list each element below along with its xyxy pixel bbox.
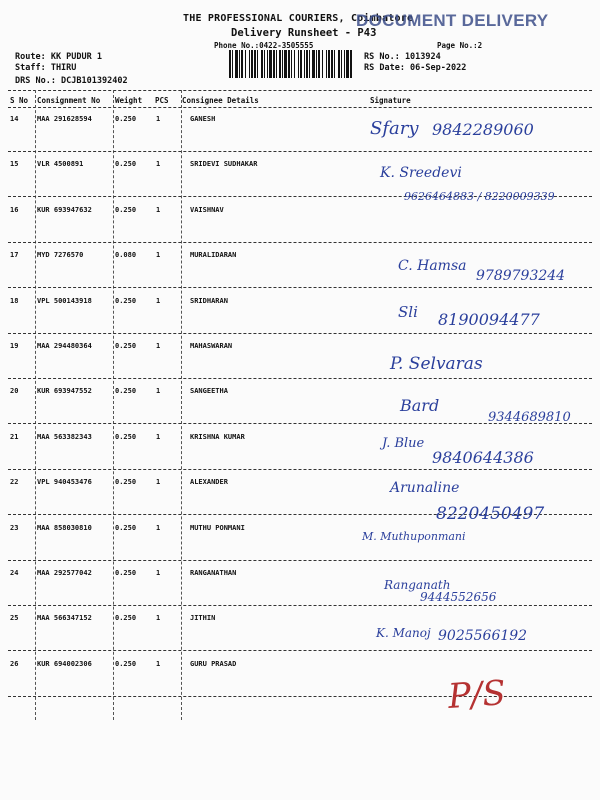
row-consignee-name: SRIDHARAN bbox=[190, 296, 228, 305]
barcode-bar bbox=[326, 50, 327, 78]
barcode-bar bbox=[294, 50, 295, 78]
row-consignee-name: SRIDEVI SUDHAKAR bbox=[190, 160, 258, 169]
runsheet-title: Delivery Runsheet - P43 bbox=[231, 27, 377, 39]
barcode-bar bbox=[282, 50, 283, 78]
table-row bbox=[0, 342, 600, 386]
row-consignee-name: JITHIN bbox=[190, 614, 216, 623]
barcode-bar bbox=[264, 50, 265, 78]
signature-handwriting: K. Manoj bbox=[376, 626, 431, 640]
row-sno: 16 bbox=[10, 205, 19, 214]
barcode-bar bbox=[239, 50, 240, 78]
col-weight: Weight bbox=[115, 96, 143, 105]
row-divider bbox=[8, 560, 592, 561]
barcode-bar bbox=[284, 50, 287, 78]
table-row bbox=[0, 660, 600, 704]
row-consignment-number: KUR 693947632 bbox=[37, 205, 92, 214]
col-consignment: Consignment No bbox=[37, 96, 101, 105]
row-consignee-name: GURU PRASAD bbox=[190, 659, 237, 668]
signature-handwriting: J. Blue bbox=[382, 436, 425, 451]
row-consignment-number: VPL 940453476 bbox=[37, 478, 92, 487]
barcode-bar bbox=[346, 50, 349, 78]
row-consignee-name: MURALIDARAN bbox=[190, 251, 237, 260]
table-row bbox=[0, 524, 600, 568]
phone-number: Phone No.:0422-3505555 bbox=[214, 41, 314, 50]
row-pcs: 1 bbox=[156, 296, 161, 305]
barcode-bar bbox=[273, 50, 275, 78]
row-consignment-number: KUR 693947552 bbox=[37, 387, 92, 396]
document-delivery-stamp: DOCUMENT DELIVERY bbox=[356, 11, 549, 30]
row-consignment-number: VLR 4500891 bbox=[37, 160, 84, 169]
row-consignee-name: KRISHNA KUMAR bbox=[190, 432, 245, 441]
row-divider bbox=[8, 242, 592, 243]
table-row bbox=[0, 206, 600, 250]
row-pcs: 1 bbox=[156, 251, 161, 260]
row-consignee-name: MUTHU PONMANI bbox=[190, 523, 245, 532]
row-pcs: 1 bbox=[156, 614, 161, 623]
row-consignee-name: VAISHNAV bbox=[190, 205, 224, 214]
signature-handwriting: Arunaline bbox=[390, 480, 460, 496]
barcode-bar bbox=[288, 50, 290, 78]
barcode-bar bbox=[316, 50, 317, 78]
row-divider bbox=[8, 333, 592, 334]
row-pcs: 1 bbox=[156, 387, 161, 396]
barcode-bar bbox=[276, 50, 277, 78]
barcode-bar bbox=[350, 50, 352, 78]
row-consignee-name: MAHASWARAN bbox=[190, 342, 233, 350]
barcode-bar bbox=[309, 50, 310, 78]
signature-handwriting: P. Selvaras bbox=[390, 354, 483, 374]
row-consignee-name: GANESH bbox=[190, 115, 216, 123]
row-pcs: 1 bbox=[156, 523, 161, 532]
signature-handwriting: Sli bbox=[398, 303, 418, 321]
signature-handwriting: Sfary bbox=[370, 118, 419, 139]
table-row bbox=[0, 569, 600, 613]
row-sno: 26 bbox=[10, 659, 19, 668]
row-sno: 19 bbox=[10, 342, 19, 350]
signature-phone-number: 9840644386 bbox=[432, 448, 534, 467]
row-sno: 21 bbox=[10, 432, 19, 441]
row-weight: 0.250 bbox=[115, 432, 137, 441]
barcode-bar bbox=[338, 50, 340, 78]
row-consignment-number: MAA 294480364 bbox=[37, 342, 92, 350]
company-title: THE PROFESSIONAL COURIERS, Coimbatore bbox=[183, 13, 414, 24]
row-consignee-name: ALEXANDER bbox=[190, 478, 228, 487]
col-sno: S No bbox=[10, 96, 29, 105]
page-number: Page No.:2 bbox=[437, 41, 483, 50]
row-divider bbox=[8, 378, 592, 379]
barcode-bar bbox=[341, 50, 342, 78]
col-consignee: Consignee Details bbox=[182, 96, 259, 105]
route-label: Route: KK PUDUR 1 bbox=[15, 52, 102, 62]
row-weight: 0.250 bbox=[115, 523, 137, 532]
row-weight: 0.250 bbox=[115, 478, 137, 487]
row-sno: 17 bbox=[10, 251, 19, 260]
barcode-bar bbox=[232, 50, 233, 78]
row-weight: 0.250 bbox=[115, 296, 137, 305]
row-consignment-number: MAA 291628594 bbox=[37, 115, 92, 123]
barcode bbox=[229, 50, 353, 78]
signature-handwriting: Ranganath bbox=[384, 578, 451, 592]
signature-phone-number: 9025566192 bbox=[438, 628, 528, 644]
row-consignment-number: VPL 500143918 bbox=[37, 296, 92, 305]
row-weight: 0.080 bbox=[115, 251, 137, 260]
row-consignment-number: MAA 292577042 bbox=[37, 569, 92, 577]
row-weight: 0.250 bbox=[115, 205, 137, 214]
barcode-bar bbox=[249, 50, 250, 78]
row-sno: 22 bbox=[10, 478, 19, 487]
row-weight: 0.250 bbox=[115, 659, 137, 668]
barcode-bar bbox=[251, 50, 253, 78]
row-consignment-number: MAA 566347152 bbox=[37, 614, 92, 623]
barcode-bar bbox=[279, 50, 281, 78]
row-consignment-number: MAA 858030810 bbox=[37, 523, 92, 532]
rs-date: RS Date: 06-Sep-2022 bbox=[364, 63, 467, 73]
barcode-bar bbox=[245, 50, 246, 78]
row-divider bbox=[8, 469, 592, 470]
row-divider bbox=[8, 650, 592, 651]
barcode-bar bbox=[291, 50, 292, 78]
signature-phone-number: 9444552656 bbox=[420, 590, 497, 604]
row-weight: 0.250 bbox=[115, 342, 137, 350]
barcode-bar bbox=[241, 50, 243, 78]
signature-phone-number: 9789793244 bbox=[476, 268, 566, 284]
drs-number: DRS No.: DCJB101392402 bbox=[15, 76, 128, 86]
row-weight: 0.250 bbox=[115, 387, 137, 396]
signature-handwriting: K. Sreedevi bbox=[380, 165, 462, 181]
rs-number: RS No.: 1013924 bbox=[364, 52, 441, 62]
row-pcs: 1 bbox=[156, 342, 161, 350]
row-divider bbox=[8, 605, 592, 606]
header-rule-top bbox=[8, 90, 592, 91]
signature-phone-number: 9626464883 / 8220009339 bbox=[404, 190, 555, 203]
signature-handwriting: Bard bbox=[400, 396, 440, 415]
row-pcs: 1 bbox=[156, 115, 161, 123]
barcode-bar bbox=[331, 50, 333, 78]
barcode-bar bbox=[318, 50, 320, 78]
barcode-bar bbox=[257, 50, 258, 78]
row-weight: 0.250 bbox=[115, 115, 137, 123]
row-weight: 0.250 bbox=[115, 614, 137, 623]
row-divider bbox=[8, 287, 592, 288]
barcode-bar bbox=[304, 50, 305, 78]
barcode-bar bbox=[229, 50, 231, 78]
barcode-bar bbox=[322, 50, 323, 78]
barcode-bar bbox=[306, 50, 308, 78]
barcode-bar bbox=[312, 50, 315, 78]
signature-phone-number: 8190094477 bbox=[438, 310, 540, 329]
row-sno: 18 bbox=[10, 296, 19, 305]
ps-annotation: P/S bbox=[446, 673, 507, 717]
header-rule-bottom bbox=[8, 107, 592, 108]
barcode-bar bbox=[269, 50, 272, 78]
barcode-bar bbox=[344, 50, 345, 78]
row-sno: 15 bbox=[10, 160, 19, 169]
signature-handwriting: M. Muthuponmani bbox=[362, 530, 466, 543]
row-divider bbox=[8, 151, 592, 152]
staff-label: Staff: THIRU bbox=[15, 63, 77, 73]
row-sno: 23 bbox=[10, 523, 19, 532]
row-weight: 0.250 bbox=[115, 569, 137, 577]
row-consignee-name: RANGANATHAN bbox=[190, 569, 237, 577]
row-pcs: 1 bbox=[156, 160, 161, 169]
row-consignment-number: MYD 7276570 bbox=[37, 251, 84, 260]
signature-phone-number: 8220450497 bbox=[436, 504, 545, 524]
barcode-bar bbox=[328, 50, 330, 78]
barcode-bar bbox=[235, 50, 238, 78]
signature-handwriting: C. Hamsa bbox=[398, 258, 467, 274]
signature-phone-number: 9344689810 bbox=[488, 410, 571, 425]
row-consignment-number: MAA 563382343 bbox=[37, 432, 92, 441]
row-sno: 25 bbox=[10, 614, 19, 623]
col-signature: Signature bbox=[370, 96, 411, 105]
barcode-bar bbox=[254, 50, 256, 78]
row-pcs: 1 bbox=[156, 205, 161, 214]
row-weight: 0.250 bbox=[115, 160, 137, 169]
barcode-bar bbox=[261, 50, 263, 78]
row-pcs: 1 bbox=[156, 659, 161, 668]
barcode-bar bbox=[267, 50, 268, 78]
row-sno: 20 bbox=[10, 387, 19, 396]
row-pcs: 1 bbox=[156, 478, 161, 487]
col-pcs: PCS bbox=[155, 96, 169, 105]
row-pcs: 1 bbox=[156, 432, 161, 441]
row-sno: 24 bbox=[10, 569, 19, 577]
barcode-bar bbox=[300, 50, 302, 78]
row-consignment-number: KUR 694002306 bbox=[37, 659, 92, 668]
row-sno: 14 bbox=[10, 115, 19, 123]
signature-phone-number: 9842289060 bbox=[432, 120, 534, 139]
barcode-bar bbox=[298, 50, 299, 78]
row-consignee-name: SANGEETHA bbox=[190, 387, 228, 396]
row-pcs: 1 bbox=[156, 569, 161, 577]
barcode-bar bbox=[334, 50, 335, 78]
